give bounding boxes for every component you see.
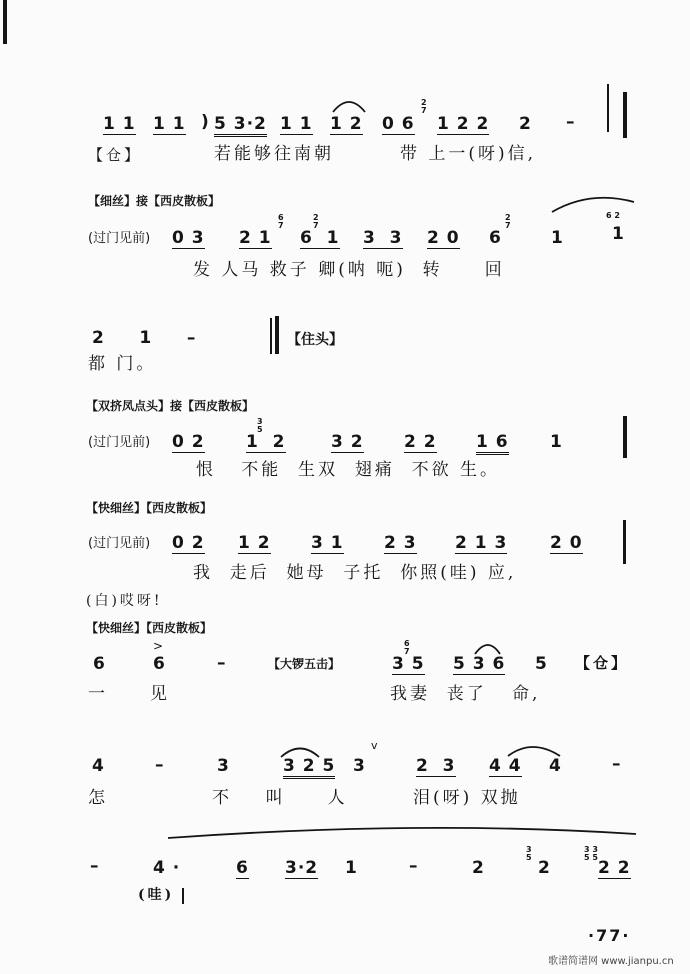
watermark-footer: 歌谱简谱网 www.jianpu.cn [548,956,674,967]
section5-notes-b: 1 2 [238,533,271,553]
section2-grace-1: 6 7 [278,213,284,230]
section7-notes-g: 4 4 [489,756,522,776]
section3-marker: 【住头】 [287,332,343,348]
section3-notes: 2 1 – [92,328,197,348]
section4-barline [623,416,627,458]
section8-notes-c: 6 [236,858,249,878]
section7-lyrics-a: 怎 [88,788,108,808]
section7-breath-mark: v [371,739,378,752]
section7-notes-f: 2 3 [416,756,456,776]
line1-grace-note: 2 7 [421,98,427,115]
section5-notes-f: 2 0 [550,533,583,553]
section8-notes-f: – [409,856,419,876]
section8-notes-i: 2 2 [598,858,631,878]
section5-notes-c: 3 1 [311,533,344,553]
section6-accent: > [153,639,165,653]
section6-label: 【快细丝】【西皮散板】 [86,621,213,635]
line1-notes-e: 1 1 [280,114,313,134]
section6-percussion-b: 【仓】 [575,654,630,672]
slur-section8 [168,828,636,838]
section8-grace-2: 3 3 5 5 [584,845,598,862]
section5-barline [623,520,626,564]
line1-barline-thin [607,84,609,132]
section2-grace-4: 6 2 [606,211,620,220]
section4-lyrics: 恨 不能 生双 翅痛 不欲 生。 [196,460,501,480]
section8-lyrics: (哇) [138,887,175,903]
section7-notes-c: 3 [217,756,230,776]
section5-notes-a: 0 2 [172,533,205,553]
section6-notes-d: 3 5 [392,654,425,674]
section5-label: 【快细丝】【西皮散板】 [86,501,213,515]
section7-notes-d: 3 2 5 [283,758,335,779]
section4-notes-f: 1 [550,432,563,452]
line1-barline-thick [623,92,627,138]
slur-section6 [475,645,500,654]
section6-grace: 6 7 [404,639,410,656]
section7-lyrics-c: 泪(呀) 双抛 [413,788,521,808]
section6-lyrics-b: 我妻 丧了 命, [390,684,541,704]
section8-notes-e: 1 [345,858,358,878]
section8-notes-b: 4 · [153,858,181,878]
section6-notes-a: 6 [93,654,106,674]
section2-lyrics: 发 人马 救子 卿(呐 呃) 转 回 [193,260,505,280]
section7-lyrics-b: 不 叫 人 [212,788,348,808]
line1-notes-i: 2 [519,114,532,134]
line1-percussion: 【仓】 [88,146,143,164]
section7-notes-a: 4 [92,756,105,776]
line1-notes-h: 1 2 2 [437,114,490,134]
section3-barline-thick [275,316,279,354]
section7-notes-h: 4 [549,756,562,776]
section4-grace: 3 5 [257,417,263,434]
section4-notes-b: 1 2 [246,432,286,452]
section5-notes-e: 2 1 3 [455,533,508,553]
section5-notes-d: 2 3 [384,533,417,553]
section8-notes-d: 3·2 [285,858,319,878]
line1-notes-f: 1 2 [330,114,363,134]
section2-notes-b: 2 1 [239,228,272,248]
line1-lyrics-b: 带 上一(呀)信, [400,144,537,164]
section2-notes-g: 1 [551,228,564,248]
section7-notes-i: – [612,754,622,774]
section6-notes-b: 6 [153,654,166,674]
section6-notes-c: – [217,653,227,673]
section7-notes-e: 3 [353,756,366,776]
section2-notes-d: 3 3 [363,228,403,248]
section8-end-barline [182,888,184,904]
line1-notes-g: 0 6 [382,114,415,134]
section2-notes-f: 6 [489,228,502,248]
section2-label: 【细丝】接【西皮散板】 [88,194,221,208]
section5-prefix: (过门见前) [88,536,151,551]
line1-notes-b: 1 1 [153,114,186,134]
line1-notes-a: 1 1 [103,114,136,134]
page-number: ·77· [588,926,631,945]
section8-notes-g: 2 [472,858,485,878]
section4-notes-e: 1 6 [476,434,509,455]
slur-section2 [552,198,634,212]
section2-notes-e: 2 0 [427,228,460,248]
section2-notes-c: 6 1 [300,228,340,248]
slur-section7-b [508,747,560,756]
section8-notes-h: 2 [538,858,551,878]
section8-notes-a: – [90,856,100,876]
section6-notes-e: 5 3 6 [453,654,506,674]
section4-notes-a: 0 2 [172,432,205,452]
section2-prefix: (过门见前) [88,231,151,246]
section4-notes-c: 3 2 [331,432,364,452]
section3-lyrics: 都 门。 [88,354,157,374]
section2-grace-2: 2 7 [313,213,319,230]
line1-notes-c: ) [201,112,210,132]
slur-line1 [333,102,365,112]
line1-notes-d: 5 3·2 [214,116,267,137]
section2-notes-h: 1 [612,224,625,244]
section7-notes-b: – [155,755,165,775]
section6-notes-f: 5 [535,654,548,674]
section6-lyrics-a: 一 见 [88,684,171,704]
section4-notes-d: 2 2 [404,432,437,452]
section4-label: 【双挤凤点头】接【西皮散板】 [86,399,255,413]
left-edge-mark [3,0,7,44]
section2-grace-3: 2 7 [505,213,511,230]
line1-lyrics-a: 若能够往南朝 [214,144,334,164]
section8-grace-1: 3 5 [526,845,532,862]
section5-spoken: (白)哎呀! [86,593,163,609]
section6-percussion-a: 【大锣五击】 [268,657,341,671]
section3-barline-thin [270,318,272,354]
section4-prefix: (过门见前) [88,435,151,450]
section2-notes-a: 0 3 [172,228,205,248]
section5-lyrics: 我 走后 她母 子托 你照(哇) 应, [193,563,517,583]
line1-notes-j: – [566,112,576,132]
